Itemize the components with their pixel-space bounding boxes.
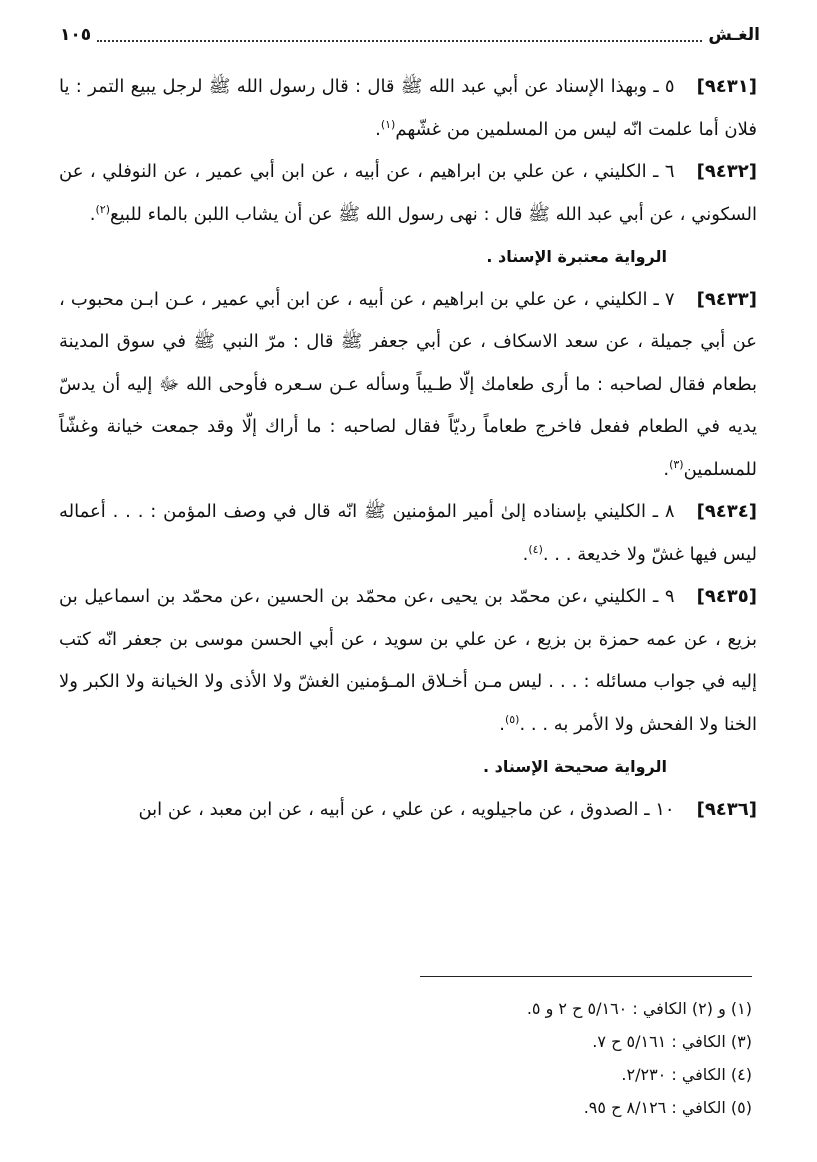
hadith-entry	[59, 279, 757, 492]
hadith-entry	[59, 151, 757, 236]
main-text	[59, 66, 757, 831]
footnote: (١) و (٢) الكافي : ٥/١٦٠ ح ٢ و ٥.	[526, 999, 752, 1018]
hadith-entry	[59, 789, 757, 832]
running-header	[60, 20, 760, 50]
page-number: ١٠٥	[60, 25, 92, 45]
entry-number: [٩٤٣٣]	[696, 288, 757, 310]
entry-number: [٩٤٣٢]	[696, 161, 757, 182]
footnote: (٤) الكافي : ٢/٢٣٠.	[621, 1065, 752, 1084]
footnote-separator	[420, 976, 752, 977]
entry-text: ٦ ـ الكليني ، عن علي بن ابراهيم ، عن أبيه ، عن ابن أبي عمير ، عن النوفلي ، عن السكوني ، عن أبي عبد الله ﷺ قال : نهى رسول الله ﷺ عن أن يشاب اللبن بالماء للبيع	[59, 161, 757, 225]
entry-end: .	[522, 543, 529, 565]
grading-note: الرواية صحيحة الإسناد .	[482, 757, 667, 776]
footnotes	[332, 992, 752, 1124]
footnote: (٥) الكافي : ٨/١٢٦ ح ٩٥.	[583, 1098, 752, 1117]
entry-text: ٧ ـ الكليني ، عن علي بن ابراهيم ، عن أبيه ، عن ابن أبي عمير ، عـن ابـن محبوب ، عن أبي جميلة ، عن سعد الاسكاف ، عن أبي جعفر ﷺ قال : مرّ النبي ﷺ في سوق المدينة بطعام فقال لصاحبه : ما أرى طعامك إلّا طـيباً وسأله عـن سـعره فأوحى الله ﷻ إليه أن يدسّ يديه في الطعام ففعل فاخرج طعاماً رديّاً فقال لصاحبه : ما أراك إلّا وقد جمعت خيانة وغشّاً للمسلمين	[59, 288, 757, 480]
footnote: (٣) الكافي : ٥/١٦١ ح ٧.	[592, 1032, 752, 1051]
entry-text: ٨ ـ الكليني بإسناده إلىٰ أمير المؤمنين ﷺ انّه قال في وصف المؤمن : . . . أعماله ليس فيها غشّ ولا خديعة . . .	[59, 501, 757, 565]
hadith-entry	[59, 66, 757, 151]
entry-number: [٩٤٣٦]	[696, 798, 757, 820]
entry-text: ٥ ـ وبهذا الإسناد عن أبي عبد الله ﷺ قال : قال رسول الله ﷺ لرجل يبيع التمر : يا فلان أما علمت انّه ليس من المسلمين من غشّهم	[59, 76, 757, 140]
entry-number: [٩٤٣٥]	[696, 586, 757, 607]
footnote-ref: (٥)	[504, 712, 520, 726]
chapter-title: الغـش	[708, 25, 760, 45]
entry-number: [٩٤٣١]	[696, 76, 757, 97]
entry-text: ١٠ ـ الصدوق ، عن ماجيلويه ، عن علي ، عن أبيه ، عن ابن معبد ، عن ابن	[138, 798, 675, 820]
entry-number: [٩٤٣٤]	[696, 501, 757, 522]
entry-end: .	[89, 203, 96, 225]
hadith-entry	[59, 491, 757, 576]
footnote-ref: (٤)	[528, 542, 543, 556]
footnote-ref: (٣)	[669, 457, 684, 471]
leader-dots	[97, 28, 702, 42]
footnote-ref: (٢)	[95, 202, 110, 216]
footnote-ref: (١)	[380, 117, 396, 131]
entry-end: .	[375, 118, 381, 140]
entry-end: .	[499, 713, 505, 735]
hadith-entry	[59, 576, 757, 746]
entry-end: .	[663, 458, 670, 480]
grading-note: الرواية معتبرة الإسناد .	[486, 247, 667, 266]
entry-text: ٩ ـ الكليني ،عن محمّد بن يحيى ،عن محمّد بن الحسين ،عن محمّد بن اسماعيل بن بزيع ، عن عمه حمزة بن بزيع ، عن علي بن سويد ، عن أبي الحسن موسى بن جعفر انّه كتب إليه في جواب مسائله : . . . ليس مـن أخـلاق المـؤمنين الغشّ ولا الأذى ولا الخيانة ولا الكبر ولا الخنا ولا الفحش ولا الأمر به . . .	[59, 586, 757, 735]
